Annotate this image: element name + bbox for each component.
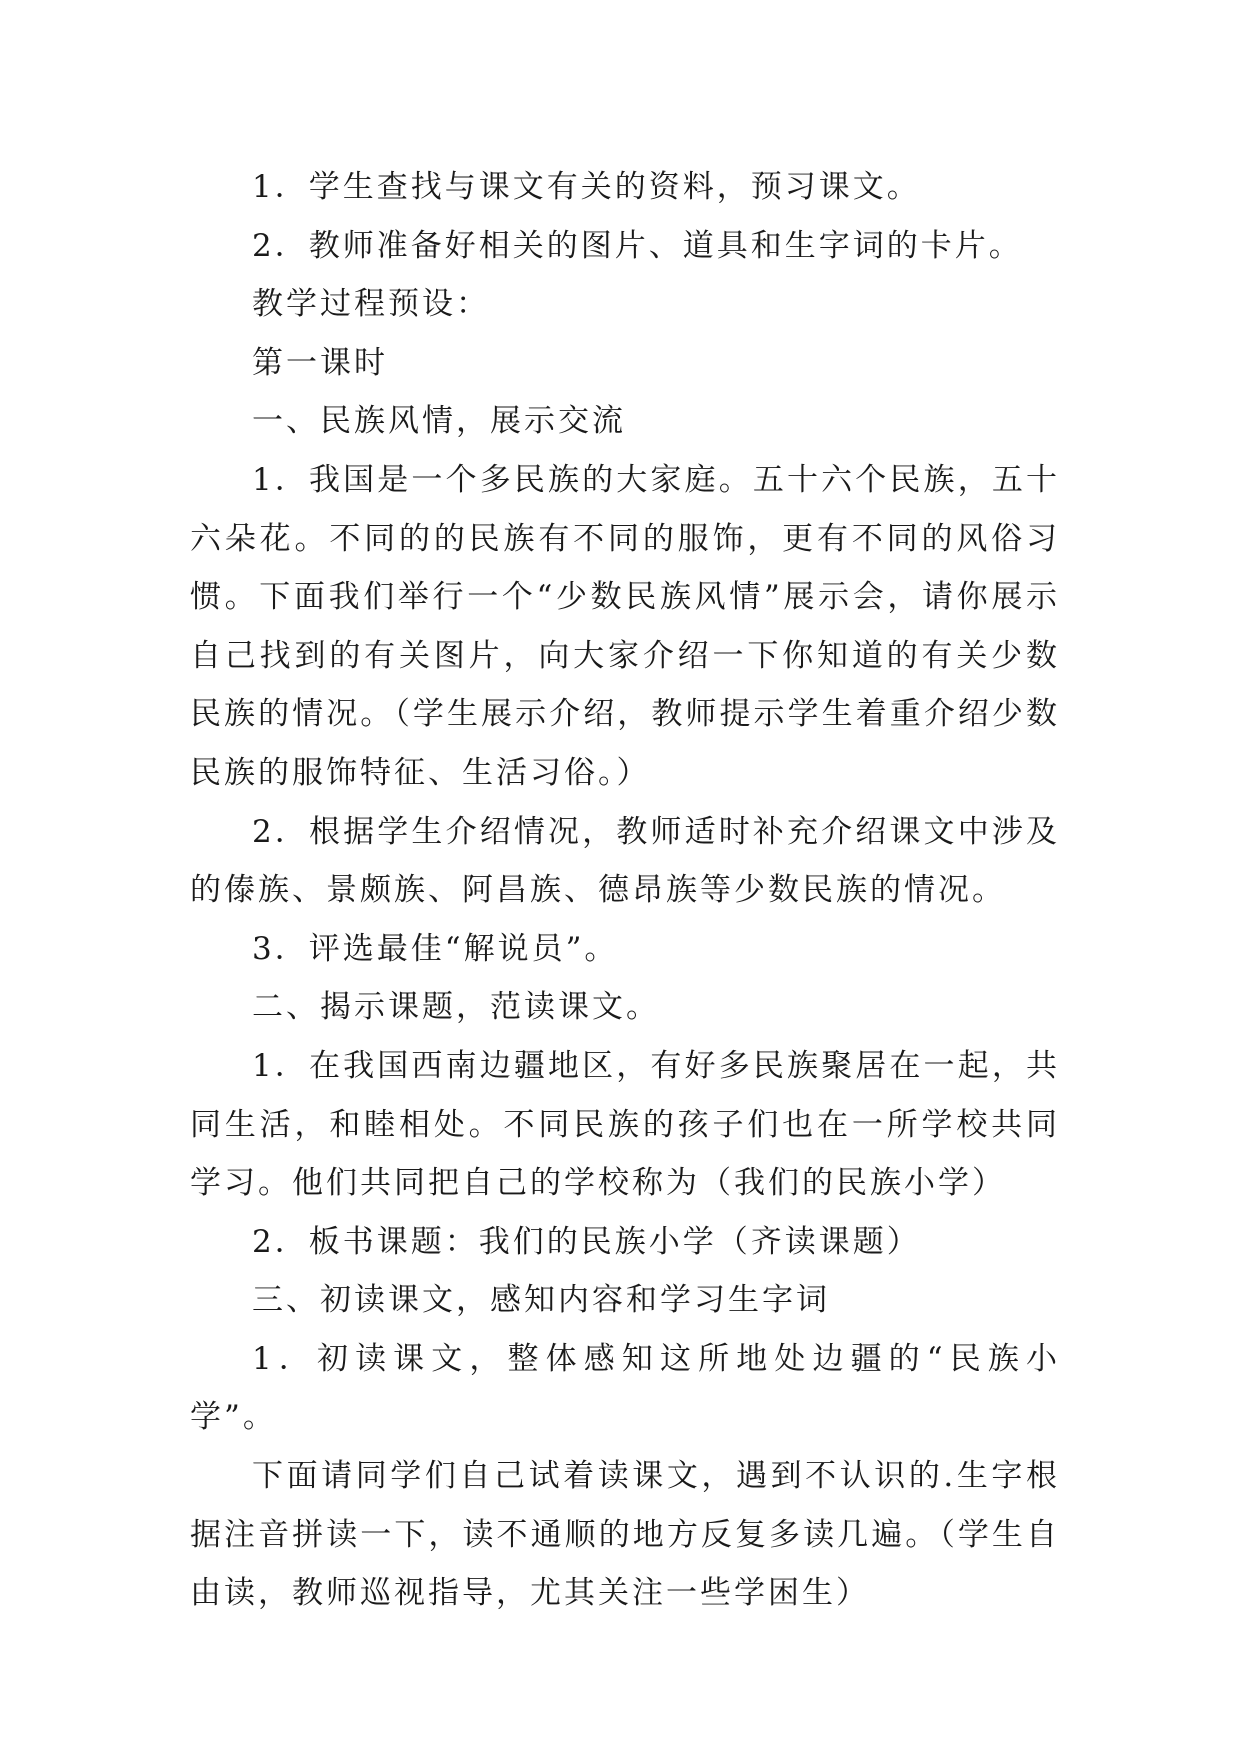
heading-section-two: 二、揭示课题，范读课文。 — [252, 989, 660, 1026]
paragraph-section-one-2: 2．根据学生介绍情况，教师适时补充介绍课文中涉及的傣族、景颇族、阿昌族、德昂族等少数民族的情况。 — [190, 813, 1060, 909]
paragraph-section-two-2: 2．板书课题：我们的民族小学（齐读课题） — [252, 1223, 921, 1260]
paragraph-prep-2: 2．教师准备好相关的图片、道具和生字词的卡片。 — [252, 227, 1023, 264]
paragraph-prep-1: 1．学生查找与课文有关的资料，预习课文。 — [252, 169, 921, 205]
paragraph-section-three-1: 1．初读课文，整体感知这所地处边疆的“民族小学”。 — [190, 1340, 1060, 1436]
heading-section-three: 三、初读课文，感知内容和学习生字词 — [252, 1282, 830, 1319]
heading-section-one: 一、民族风情，展示交流 — [252, 403, 626, 440]
paragraph-section-two-1: 1．在我国西南边疆地区，有好多民族聚居在一起，共同生活，和睦相处。不同民族的孩子们也在一所学校共同学习。他们共同把自己的学校称为（我们的民族小学） — [190, 1047, 1060, 1202]
document-page — [190, 158, 1060, 1623]
heading-process: 教学过程预设： — [252, 286, 490, 323]
paragraph-section-three-2: 下面请同学们自己试着读课文，遇到不认识的.生字根据注音拼读一下，读不通顺的地方反复多读几遍。（学生自由读，教师巡视指导，尤其关注一些学困生） — [190, 1458, 1060, 1612]
heading-lesson-one: 第一课时 — [252, 344, 388, 381]
paragraph-section-one-1: 1．我国是一个多民族的大家庭。五十六个民族，五十六朵花。不同的的民族有不同的服饰，更有不同的风俗习惯。下面我们举行一个“少数民族风情”展示会，请你展示自己找到的有关图片，向大家介绍一下你知道的有关少数民族的情况。（学生展示介绍，教师提示学生着重介绍少数民族的服饰特征、生活习俗。） — [190, 461, 1060, 791]
paragraph-section-one-3: 3．评选最佳“解说员”。 — [252, 930, 619, 967]
